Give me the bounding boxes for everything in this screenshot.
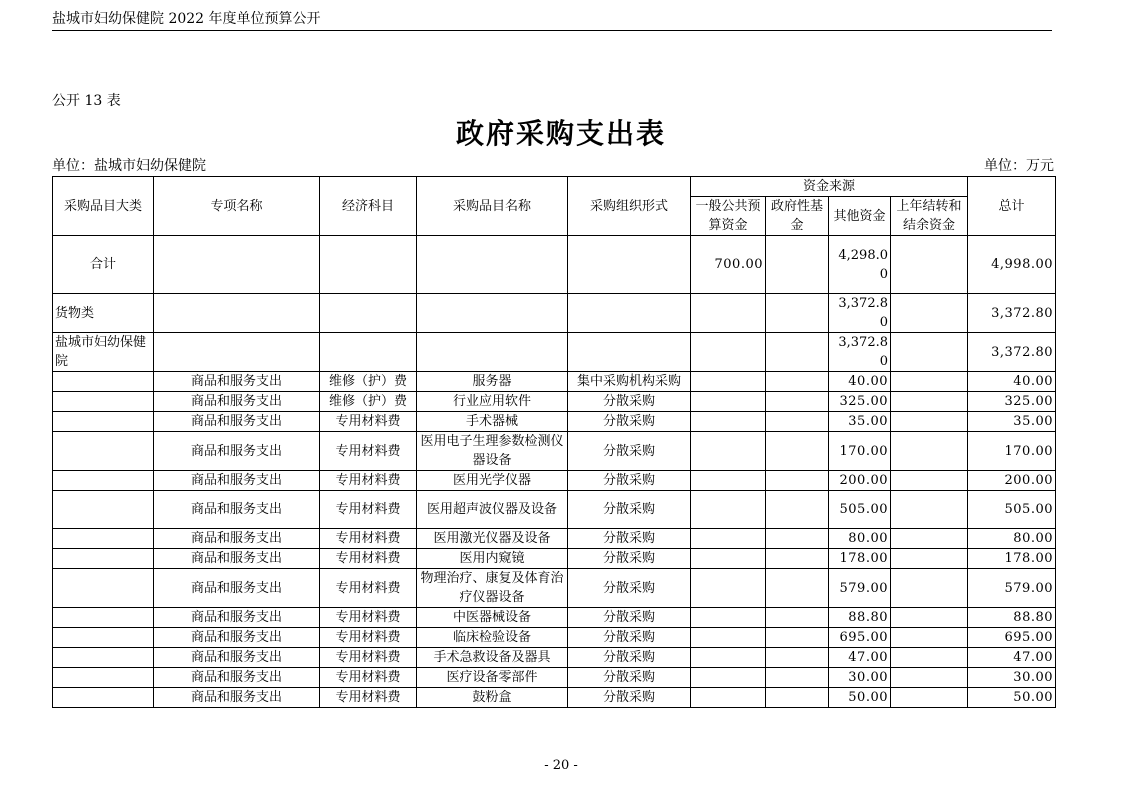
cell-org: 分散采购 <box>568 529 691 549</box>
cell-project: 商品和服务支出 <box>154 471 320 491</box>
cell-total: 170.00 <box>968 432 1056 471</box>
col-header-general: 一般公共预算资金 <box>691 197 766 236</box>
cell-project: 商品和服务支出 <box>154 432 320 471</box>
cell-item: 手术急救设备及器具 <box>417 648 568 668</box>
cell-item: 手术器械 <box>417 412 568 432</box>
col-header-funding-source: 资金来源 <box>691 177 968 197</box>
cell-org: 分散采购 <box>568 648 691 668</box>
cell-econ: 专用材料费 <box>320 412 417 432</box>
cell-total: 325.00 <box>968 392 1056 412</box>
table-row <box>53 608 1056 628</box>
table-row <box>53 333 1056 372</box>
cell-other: 695.00 <box>829 628 891 648</box>
cell-project: 商品和服务支出 <box>154 688 320 708</box>
cell-org: 集中采购机构采购 <box>568 372 691 392</box>
cell-econ: 维修（护）费 <box>320 372 417 392</box>
cell-other: 50.00 <box>829 688 891 708</box>
cell-total: 200.00 <box>968 471 1056 491</box>
cell-project: 商品和服务支出 <box>154 549 320 569</box>
cell-total: 47.00 <box>968 648 1056 668</box>
cell-econ: 专用材料费 <box>320 471 417 491</box>
cell-item: 行业应用软件 <box>417 392 568 412</box>
header-divider <box>52 30 1052 31</box>
cell-other: 88.80 <box>829 608 891 628</box>
cell-econ: 专用材料费 <box>320 668 417 688</box>
col-header-category: 采购品目大类 <box>53 177 154 236</box>
cell-project: 商品和服务支出 <box>154 628 320 648</box>
cell-other: 47.00 <box>829 648 891 668</box>
table-row <box>53 688 1056 708</box>
cell-other: 3,372.80 <box>829 294 891 333</box>
cell-item: 物理治疗、康复及体育治疗仪器设备 <box>417 569 568 608</box>
cell-item: 医用电子生理参数检测仪器设备 <box>417 432 568 471</box>
cell-other: 80.00 <box>829 529 891 549</box>
cell-econ: 专用材料费 <box>320 648 417 668</box>
cell-category: 货物类 <box>53 294 154 333</box>
page-title: 政府采购支出表 <box>455 117 666 150</box>
cell-total: 579.00 <box>968 569 1056 608</box>
cell-econ: 专用材料费 <box>320 491 417 529</box>
page-number: - 20 - <box>544 758 578 773</box>
cell-total: 88.80 <box>968 608 1056 628</box>
cell-org: 分散采购 <box>568 688 691 708</box>
cell-total: 80.00 <box>968 529 1056 549</box>
cell-project: 商品和服务支出 <box>154 529 320 549</box>
cell-project: 商品和服务支出 <box>154 569 320 608</box>
cell-other: 170.00 <box>829 432 891 471</box>
table-number: 公开 13 表 <box>52 93 121 109</box>
cell-econ: 专用材料费 <box>320 608 417 628</box>
cell-org: 分散采购 <box>568 549 691 569</box>
cell-project: 商品和服务支出 <box>154 648 320 668</box>
cell-total: 3,372.80 <box>968 294 1056 333</box>
table-row <box>53 432 1056 471</box>
col-header-govfund: 政府性基金 <box>766 197 829 236</box>
cell-org: 分散采购 <box>568 668 691 688</box>
cell-econ: 维修（护）费 <box>320 392 417 412</box>
cell-total: 4,998.00 <box>968 236 1056 294</box>
table-row <box>53 372 1056 392</box>
cell-other: 4,298.00 <box>829 236 891 294</box>
cell-project: 商品和服务支出 <box>154 668 320 688</box>
cell-item: 医用超声波仪器及设备 <box>417 491 568 529</box>
cell-item: 医用内窥镜 <box>417 549 568 569</box>
cell-org: 分散采购 <box>568 569 691 608</box>
cell-project: 商品和服务支出 <box>154 491 320 529</box>
cell-item: 临床检验设备 <box>417 628 568 648</box>
table-row <box>53 549 1056 569</box>
cell-item: 中医器械设备 <box>417 608 568 628</box>
cell-econ: 专用材料费 <box>320 628 417 648</box>
cell-item: 医疗设备零部件 <box>417 668 568 688</box>
cell-item: 服务器 <box>417 372 568 392</box>
cell-other: 200.00 <box>829 471 891 491</box>
cell-other: 3,372.80 <box>829 333 891 372</box>
cell-other: 35.00 <box>829 412 891 432</box>
cell-total: 505.00 <box>968 491 1056 529</box>
currency-unit-label: 单位：万元 <box>984 158 1054 174</box>
cell-other: 30.00 <box>829 668 891 688</box>
table-row <box>53 569 1056 608</box>
cell-other: 325.00 <box>829 392 891 412</box>
cell-project: 商品和服务支出 <box>154 372 320 392</box>
table-row <box>53 628 1056 648</box>
cell-item: 医用光学仪器 <box>417 471 568 491</box>
cell-other: 178.00 <box>829 549 891 569</box>
col-header-project: 专项名称 <box>154 177 320 236</box>
cell-total: 50.00 <box>968 688 1056 708</box>
cell-total: 30.00 <box>968 668 1056 688</box>
cell-item: 鼓粉盒 <box>417 688 568 708</box>
cell-item: 医用激光仪器及设备 <box>417 529 568 549</box>
cell-org: 分散采购 <box>568 432 691 471</box>
cell-total: 35.00 <box>968 412 1056 432</box>
cell-total: 695.00 <box>968 628 1056 648</box>
cell-other: 505.00 <box>829 491 891 529</box>
col-header-item: 采购品目名称 <box>417 177 568 236</box>
table-row <box>53 529 1056 549</box>
col-header-econ: 经济科目 <box>320 177 417 236</box>
table-row <box>53 236 1056 294</box>
cell-org: 分散采购 <box>568 471 691 491</box>
cell-econ: 专用材料费 <box>320 432 417 471</box>
cell-project: 商品和服务支出 <box>154 412 320 432</box>
table-row <box>53 648 1056 668</box>
cell-other: 40.00 <box>829 372 891 392</box>
col-header-carryover: 上年结转和结余资金 <box>891 197 968 236</box>
cell-total: 178.00 <box>968 549 1056 569</box>
table-row <box>53 392 1056 412</box>
document-header: 盐城市妇幼保健院 2022 年度单位预算公开 <box>52 11 321 27</box>
cell-category: 盐城市妇幼保健院 <box>53 333 154 372</box>
table-row <box>53 471 1056 491</box>
cell-econ: 专用材料费 <box>320 529 417 549</box>
cell-org: 分散采购 <box>568 412 691 432</box>
table-row <box>53 294 1056 333</box>
col-header-total: 总计 <box>968 177 1056 236</box>
table-row <box>53 412 1056 432</box>
cell-org: 分散采购 <box>568 608 691 628</box>
cell-econ: 专用材料费 <box>320 569 417 608</box>
cell-econ: 专用材料费 <box>320 688 417 708</box>
table-row <box>53 491 1056 529</box>
table-row <box>53 668 1056 688</box>
col-header-org: 采购组织形式 <box>568 177 691 236</box>
col-header-other: 其他资金 <box>829 197 891 236</box>
cell-org: 分散采购 <box>568 628 691 648</box>
cell-org: 分散采购 <box>568 392 691 412</box>
procurement-table <box>52 176 1056 708</box>
cell-econ: 专用材料费 <box>320 549 417 569</box>
cell-total: 40.00 <box>968 372 1056 392</box>
cell-org: 分散采购 <box>568 491 691 529</box>
cell-total: 3,372.80 <box>968 333 1056 372</box>
cell-general: 700.00 <box>691 236 766 294</box>
cell-project: 商品和服务支出 <box>154 608 320 628</box>
unit-label: 单位：盐城市妇幼保健院 <box>52 158 206 174</box>
cell-category: 合计 <box>53 236 154 294</box>
cell-project: 商品和服务支出 <box>154 392 320 412</box>
cell-other: 579.00 <box>829 569 891 608</box>
